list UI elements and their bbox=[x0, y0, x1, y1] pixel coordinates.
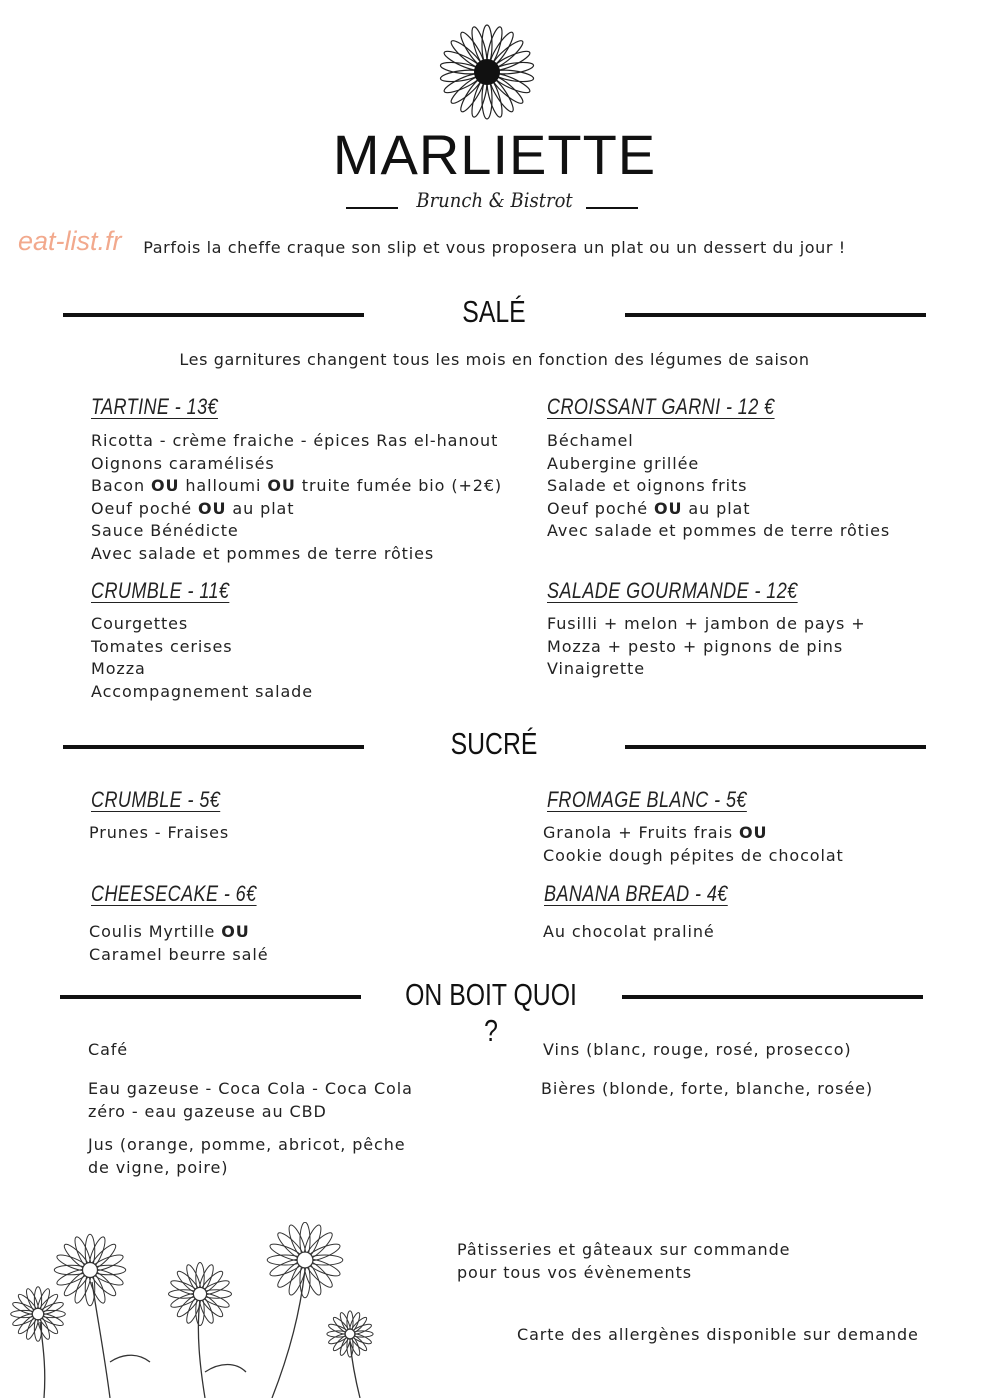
item-description-salade-gourmande bbox=[547, 613, 866, 681]
description-line: Mozza + pesto + pignons de pins bbox=[547, 636, 844, 656]
footer-order-line-1: Pâtisseries et gâteaux sur commande bbox=[457, 1240, 791, 1259]
item-title-croissant-garni: CROISSANT GARNI - 12 € bbox=[547, 394, 775, 419]
drink-item-vins: Vins (blanc, rouge, rosé, prosecco) bbox=[543, 1040, 852, 1059]
intro-text: Parfois la cheffe craque son slip et vous proposera un plat ou un dessert du jour ! bbox=[143, 238, 846, 257]
description-line: Granola + Fruits frais OU bbox=[543, 823, 768, 842]
item-title-tartine: TARTINE - 13€ bbox=[91, 394, 218, 419]
description-line: Fusilli + melon + jambon de pays + bbox=[547, 614, 866, 633]
section-rule-right bbox=[625, 745, 926, 749]
footer-order-line-2: pour tous vos évènements bbox=[457, 1263, 692, 1282]
description-line: Bacon OU halloumi OU truite fumée bio (+2€) bbox=[91, 476, 503, 495]
item-title-crumble-sale: CRUMBLE - 11€ bbox=[91, 578, 230, 603]
brand-name: MARLIETTE bbox=[332, 123, 657, 186]
description-line: Sauce Bénédicte bbox=[91, 521, 239, 540]
item-title-banana-bread: BANANA BREAD - 4€ bbox=[544, 881, 728, 906]
item-description-fromage-blanc bbox=[543, 822, 844, 867]
tagline-right-rule bbox=[586, 207, 638, 209]
description-line: Mozza bbox=[91, 659, 146, 678]
section-title-boissons: ON BOIT QUOI ? bbox=[405, 977, 577, 1048]
section-rule-left bbox=[63, 313, 364, 317]
description-line: Accompagnement salade bbox=[91, 681, 313, 701]
tagline: Brunch & Bistrot bbox=[416, 188, 573, 212]
daisy-illustration-icon bbox=[0, 1222, 440, 1398]
section-rule-right bbox=[622, 995, 923, 999]
item-title-salade-gourmande: SALADE GOURMANDE - 12€ bbox=[547, 578, 798, 603]
section-title-sale: SALÉ bbox=[462, 294, 526, 329]
description-line: Caramel beurre salé bbox=[89, 944, 269, 964]
item-description-tartine bbox=[91, 430, 502, 565]
description-line: Coulis Myrtille OU bbox=[89, 922, 250, 941]
section-rule-right bbox=[625, 313, 926, 317]
drink-item-bieres: Bières (blonde, forte, blanche, rosée) bbox=[541, 1079, 873, 1098]
section-rule-left bbox=[63, 745, 364, 749]
daisy-logo-icon bbox=[430, 18, 544, 126]
section-title-sucre: SUCRÉ bbox=[450, 726, 538, 761]
description-line: Salade et oignons frits bbox=[547, 476, 748, 495]
item-title-cheesecake: CHEESECAKE - 6€ bbox=[91, 881, 257, 906]
footer-allergens-note: Carte des allergènes disponible sur demande bbox=[517, 1325, 919, 1344]
item-description-crumble-sale bbox=[91, 613, 313, 703]
item-title-fromage-blanc: FROMAGE BLANC - 5€ bbox=[547, 787, 747, 812]
item-description-croissant-garni bbox=[547, 430, 890, 543]
description-line: Avec salade et pommes de terre rôties bbox=[547, 521, 891, 540]
description-line: Oignons caramélisés bbox=[91, 453, 275, 473]
drink-item-cafe: Café bbox=[88, 1040, 129, 1059]
description-line: Avec salade et pommes de terre rôties bbox=[91, 543, 435, 563]
section-subtitle: Les garnitures changent tous les mois en fonction des légumes de saison bbox=[179, 350, 810, 369]
drink-item-softs: Eau gazeuse - Coca Cola - Coca Cola zéro - eau gazeuse au CBD bbox=[88, 1079, 413, 1121]
description-line: Courgettes bbox=[91, 614, 189, 633]
drink-item-jus: Jus (orange, pomme, abricot, pêche de vigne, poire) bbox=[88, 1135, 406, 1177]
item-description-crumble-sucre bbox=[89, 822, 229, 845]
description-line: Oeuf poché OU au plat bbox=[91, 498, 295, 518]
item-description-cheesecake bbox=[89, 921, 268, 966]
tagline-row bbox=[0, 188, 989, 222]
description-line: Béchamel bbox=[547, 431, 634, 450]
item-title-crumble-sucre: CRUMBLE - 5€ bbox=[91, 787, 221, 812]
watermark: eat-list.fr bbox=[18, 226, 122, 256]
description-line: Tomates cerises bbox=[91, 636, 233, 656]
description-line: Prunes - Fraises bbox=[89, 823, 230, 842]
description-line: Au chocolat praliné bbox=[543, 922, 715, 941]
item-description-banana-bread bbox=[543, 921, 715, 944]
description-line: Cookie dough pépites de chocolat bbox=[543, 845, 844, 865]
description-line: Aubergine grillée bbox=[547, 453, 700, 473]
description-line: Oeuf poché OU au plat bbox=[547, 498, 751, 518]
description-line: Vinaigrette bbox=[547, 659, 645, 678]
section-rule-left bbox=[60, 995, 361, 999]
description-line: Ricotta - crème fraiche - épices Ras el-hanout bbox=[91, 431, 499, 450]
